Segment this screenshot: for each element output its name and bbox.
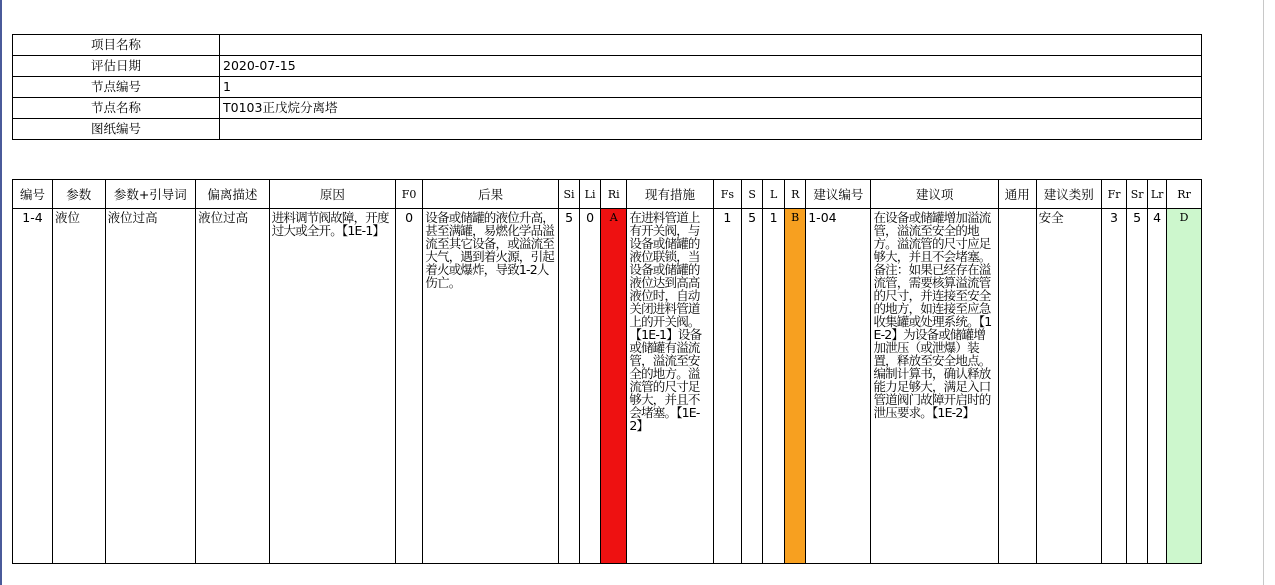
project-name-label: 项目名称 bbox=[13, 35, 220, 56]
cell-rec-id: 1-04 bbox=[806, 209, 871, 564]
cell-deviation: 液位过高 bbox=[196, 209, 270, 564]
cell-lr: 4 bbox=[1148, 209, 1167, 564]
cell-id: 1-4 bbox=[13, 209, 53, 564]
header-rr: Rr bbox=[1167, 180, 1202, 209]
cell-l: 1 bbox=[763, 209, 785, 564]
header-rec-type: 建议类别 bbox=[1036, 180, 1101, 209]
header-fs: Fs bbox=[713, 180, 741, 209]
window-right-border bbox=[1263, 0, 1264, 585]
cell-recommendation: 在设备或储罐增加溢流管，溢流至安全的地方。溢流管的尺寸应足够大，并且不会堵塞。备注：如果已经存在溢流管，需要核算溢流管的尺寸，并连接至安全的地方，如连接至应急收集罐或处理系统。【1E-2】为设备或储罐增加泄压（或泄爆）装置，释放至安全地点。编制计算书，确认释放能力足够大，满足入口管道阀门故障开启时的泄压要求。【1E-2】 bbox=[871, 209, 998, 564]
info-row-project bbox=[13, 35, 1202, 56]
cell-f0: 0 bbox=[395, 209, 422, 564]
window-left-border bbox=[0, 0, 2, 585]
info-row-drawing bbox=[13, 119, 1202, 140]
header-cause: 原因 bbox=[269, 180, 395, 209]
cell-measures: 在进料管道上有开关阀，与设备或储罐的液位联锁，当设备或储罐的液位达到高高液位时，自动关闭进料管道上的开关阀。【1E-1】设备或储罐有溢流管，溢流至安全的地方。溢流管的尺寸足够大，并且不会堵塞。【1E-2】 bbox=[627, 209, 713, 564]
node-name-label: 节点名称 bbox=[13, 98, 220, 119]
cell-fs: 1 bbox=[713, 209, 741, 564]
header-general: 通用 bbox=[998, 180, 1036, 209]
node-id-value: 1 bbox=[220, 77, 1202, 98]
header-lr: Lr bbox=[1148, 180, 1167, 209]
cell-si: 5 bbox=[559, 209, 580, 564]
header-param-guide: 参数+引导词 bbox=[105, 180, 195, 209]
assessment-date-value: 2020-07-15 bbox=[220, 56, 1202, 77]
cell-s: 5 bbox=[742, 209, 763, 564]
header-si: Si bbox=[559, 180, 580, 209]
header-consequence: 后果 bbox=[423, 180, 559, 209]
cell-param-guide: 液位过高 bbox=[105, 209, 195, 564]
node-name-value: T0103正戊烷分离塔 bbox=[220, 98, 1202, 119]
header-f0: F0 bbox=[395, 180, 422, 209]
hazop-worksheet-table bbox=[12, 179, 1202, 564]
worksheet-header-row bbox=[13, 180, 1202, 209]
header-id: 编号 bbox=[13, 180, 53, 209]
table-row bbox=[13, 209, 1202, 564]
drawing-id-value bbox=[220, 119, 1202, 140]
header-sr: Sr bbox=[1127, 180, 1148, 209]
header-measures: 现有措施 bbox=[627, 180, 713, 209]
cell-li: 0 bbox=[580, 209, 601, 564]
assessment-date-label: 评估日期 bbox=[13, 56, 220, 77]
info-row-date bbox=[13, 56, 1202, 77]
cell-general bbox=[998, 209, 1036, 564]
header-fr: Fr bbox=[1101, 180, 1126, 209]
info-row-node-name bbox=[13, 98, 1202, 119]
cell-ri: A bbox=[601, 209, 627, 564]
cell-cause: 进料调节阀故障，开度过大或全开。【1E-1】 bbox=[269, 209, 395, 564]
cell-rr: D bbox=[1167, 209, 1202, 564]
info-row-node-id bbox=[13, 77, 1202, 98]
header-ri: Ri bbox=[601, 180, 627, 209]
cell-param: 液位 bbox=[52, 209, 105, 564]
cell-fr: 3 bbox=[1101, 209, 1126, 564]
header-rec-id: 建议编号 bbox=[806, 180, 871, 209]
project-name-value bbox=[220, 35, 1202, 56]
header-li: Li bbox=[580, 180, 601, 209]
cell-r: B bbox=[785, 209, 806, 564]
header-r: R bbox=[785, 180, 806, 209]
node-id-label: 节点编号 bbox=[13, 77, 220, 98]
header-param: 参数 bbox=[52, 180, 105, 209]
drawing-id-label: 图纸编号 bbox=[13, 119, 220, 140]
cell-sr: 5 bbox=[1127, 209, 1148, 564]
header-s: S bbox=[742, 180, 763, 209]
header-recommendation: 建议项 bbox=[871, 180, 998, 209]
cell-consequence: 设备或储罐的液位升高，甚至满罐，易燃化学品溢流至其它设备，或溢流至大气，遇到着火源，引起着火或爆炸，导致1-2人伤亡。 bbox=[423, 209, 559, 564]
header-l: L bbox=[763, 180, 785, 209]
node-info-table bbox=[12, 34, 1202, 140]
header-deviation: 偏离描述 bbox=[196, 180, 270, 209]
cell-rec-type: 安全 bbox=[1036, 209, 1101, 564]
